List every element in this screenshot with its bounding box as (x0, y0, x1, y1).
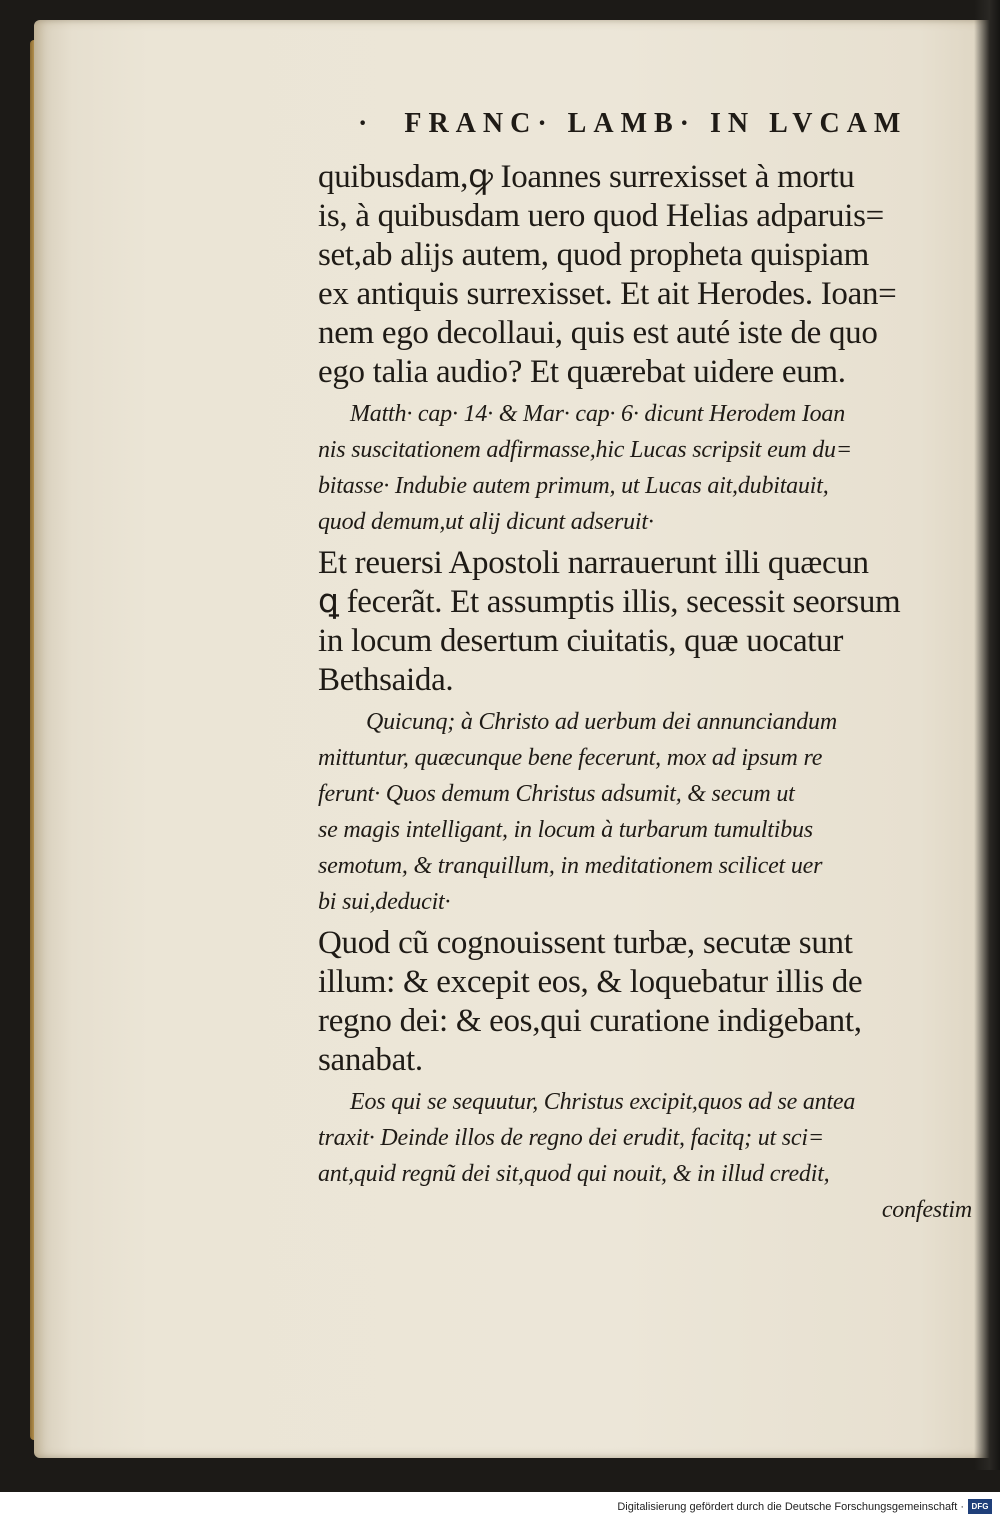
paragraph-text (318, 544, 978, 700)
text-line: ant,quid regnũ dei sit,quod qui nouit, & in illud credit, (318, 1161, 830, 1187)
text-line: Quicunq; à Christo ad uerbum dei annunciandum (366, 709, 837, 735)
footer-bar (0, 1492, 1000, 1518)
text-line: semotum, & tranquillum, in meditationem scilicet uer (318, 853, 823, 879)
text-line: sanabat. (318, 1042, 423, 1078)
text-line: quod demum,ut alij dicunt adseruit· (318, 509, 654, 535)
running-head-mark: · (358, 108, 375, 139)
text-line: bitasse· Indubie autem primum, ut Lucas ait,dubitauit, (318, 473, 829, 499)
text-line: illum: & excepit eos, & loquebatur illis de (318, 964, 863, 1000)
text-line: regno dei: & eos,qui curatione indigebant, (318, 1003, 862, 1039)
running-head-text: FRANC· LAMB· IN LVCAM (404, 108, 908, 139)
commentary-text (318, 704, 978, 920)
commentary-text (318, 1084, 978, 1228)
footer-credit: Digitalisierung gefördert durch die Deutsche Forschungsgemeinschaft · (617, 1501, 964, 1513)
text-line: set,ab alijs autem, quod propheta quispiam (318, 237, 870, 273)
text-line: mittuntur, quæcunque bene fecerunt, mox ad ipsum re (318, 745, 823, 771)
text-line: ꝗ fecerãt. Et assumptis illis, secessit seorsum (318, 584, 901, 620)
text-block (318, 108, 978, 1228)
text-line: in locum desertum ciuitatis, quæ uocatur (318, 623, 844, 659)
text-line: nis suscitationem adfirmasse,hic Lucas scripsit eum du= (318, 437, 852, 463)
text-line: quibusdam,ꝙ Ioannes surrexisset à mortu (318, 159, 855, 195)
paragraph-text (318, 924, 978, 1080)
text-line: Et reuersi Apostoli narrauerunt illi quæcun (318, 545, 869, 581)
catchword: confestim (881, 1197, 972, 1223)
text-line: ferunt· Quos demum Christus adsumit, & secum ut (318, 781, 795, 807)
text-line: Matth· cap· 14· & Mar· cap· 6· dicunt Herodem Ioan (350, 401, 846, 427)
text-line: ex antiquis surrexisset. Et ait Herodes. Ioan= (318, 276, 897, 312)
text-line: bi sui,deducit· (318, 889, 451, 915)
commentary-text (318, 396, 978, 540)
text-line: traxit· Deinde illos de regno dei erudit, facitq; ut sci= (318, 1125, 824, 1151)
text-line: is, à quibusdam uero quod Helias adparuis= (318, 198, 884, 234)
running-head (358, 108, 978, 140)
text-line: se magis intelligant, in locum à turbarum tumultibus (318, 817, 813, 843)
text-line: nem ego decollaui, quis est auté iste de quo (318, 315, 878, 351)
dfg-logo[interactable]: DFG (968, 1499, 992, 1514)
text-line: Eos qui se sequutur, Christus excipit,quos ad se antea (350, 1089, 856, 1115)
text-line: Quod cũ cognouissent turbæ, secutæ sunt (318, 925, 853, 961)
text-line: Bethsaida. (318, 662, 454, 698)
text-line: ego talia audio? Et quærebat uidere eum. (318, 354, 846, 390)
paragraph-text (318, 158, 978, 392)
